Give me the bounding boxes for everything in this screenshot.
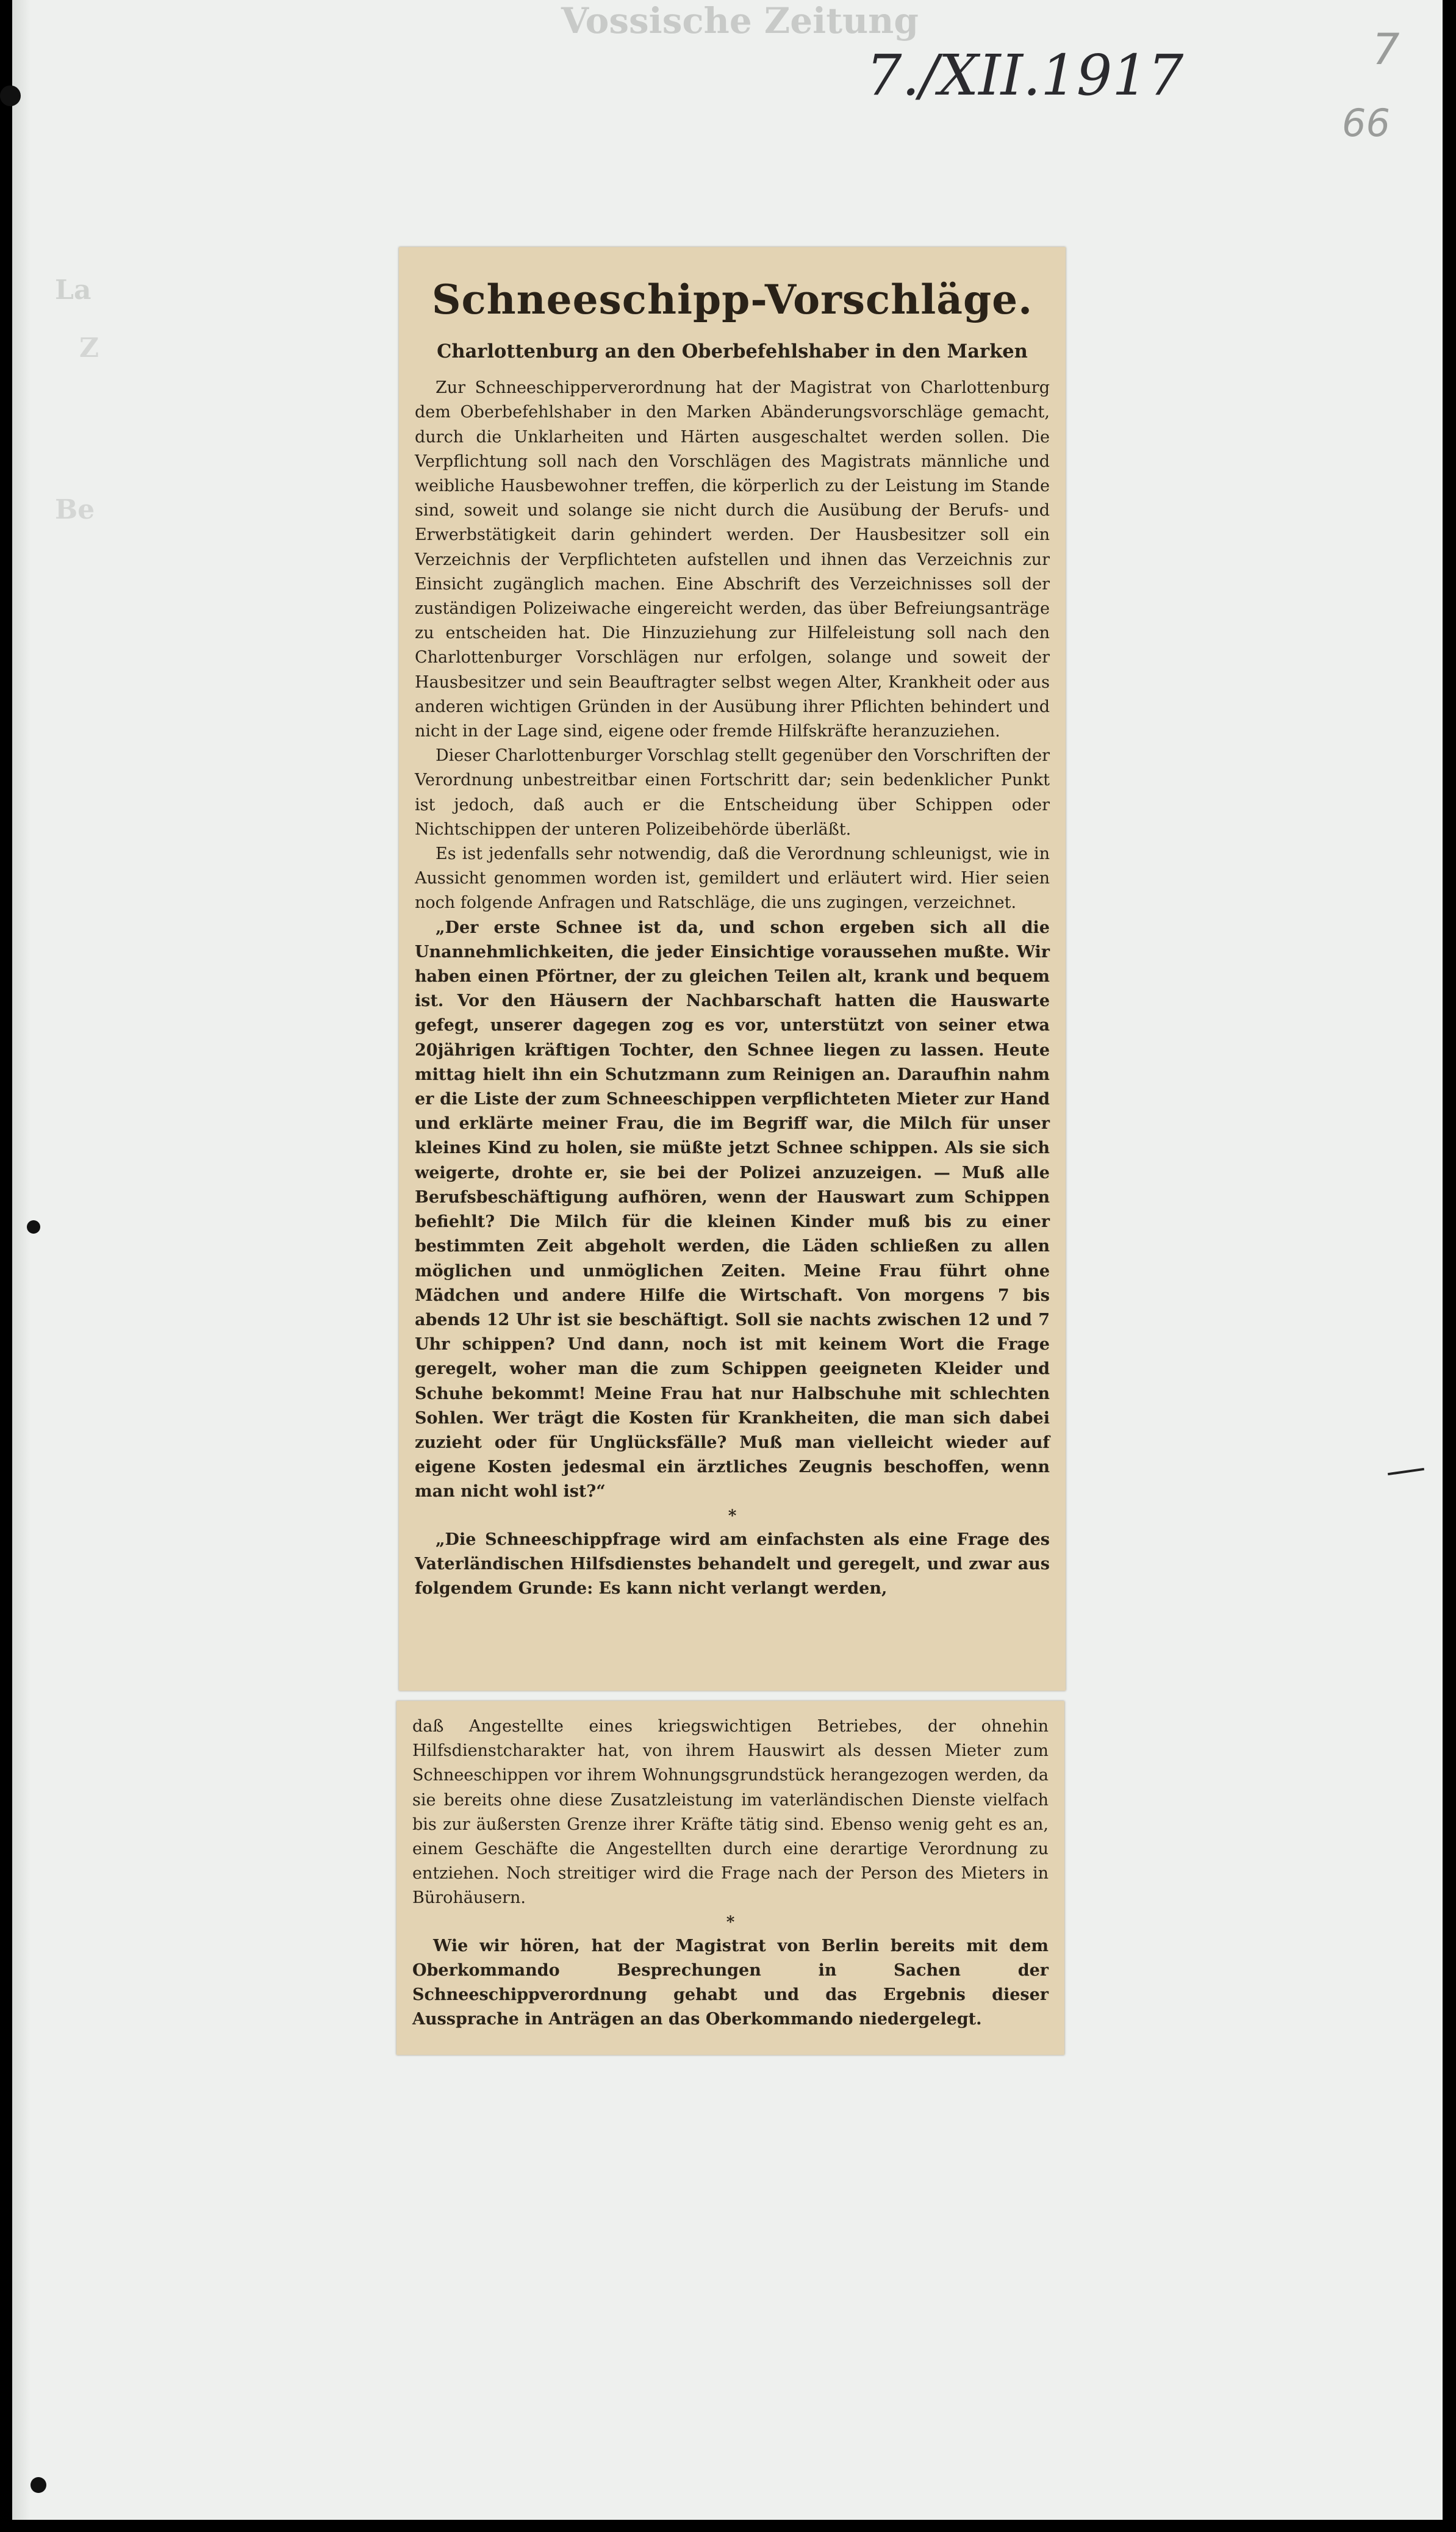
closing-paragraph-start: „Die Schneeschippfrage wird am einfachsten als eine Frage des Vaterländischen Hilfsdienstes behandelt und geregelt, und zwar aus folgendem Grunde: Es kann nicht verlangt werden, — [415, 1530, 1050, 1598]
article-subtitle: Charlottenburg an den Oberbefehlshaber in den Marken — [437, 340, 1028, 362]
page-fold-shadow — [12, 0, 30, 2520]
archive-sheet — [12, 0, 1443, 2520]
handwritten-date: 7./XII.1917 — [866, 43, 1184, 108]
reader-letter-quote: „Der erste Schnee ist da, und schon ergeben sich all die Unannehmlichkeiten, die jeder Einsichtige voraussehen mußte. Wir haben einen Pförtner, der zu gleichen Teilen alt, krank und bequem ist. Vor den Häusern der Nachbarschaft hatten die Hauswarte gefegt, unserer dagegen zog es vor, unterstützt von seiner etwa 20jährigen kräftigen Tochter, den Schnee liegen zu lassen. Heute mittag hielt ihn ein Schutzmann zum Reinigen an. Daraufhin nahm er die Liste der zum Schneeschippen verpflichteten Mieter zur Hand und erklärte meiner Frau, die im Begriff war, die Milch für unser kleines Kind zu holen, sie müßte jetzt Schnee schippen. Als sie sich weigerte, drohte er, sie bei der Polizei anzuzeigen. — Muß alle Berufsbeschäftigung aufhören, wenn der Hauswart zum Schippen befiehlt? Die Milch für die kleinen Kinder muß bis zu einer bestimmten Zeit abgeholt werden, die Läden schließen zu allen möglichen und unmöglichen Zeiten. Meine Frau führt ohne Mädchen und andere Hilfe die Wirtschaft. Von morgens 7 bis abends 12 Uhr ist sie beschäftigt. Soll sie nachts zwischen 12 und 7 Uhr schippen? Und dann, noch ist mit keinem Wort die Frage geregelt, woher man die zum Schippen geeigneten Kleider und Schuhe bekommt! Meine Frau hat nur Halbschuhe mit schlechten Sohlen. Wer trägt die Kosten für Krankheiten, die man sich dabei zuzieht oder für Unglücksfälle? Muß man vielleicht wieder auf eigene Kosten jedesmal ein ärztliches Zeugnis beschoffen, wenn man nicht wohl ist?“ — [415, 918, 1050, 1502]
final-paragraph: Wie wir hören, hat der Magistrat von Berlin bereits mit dem Oberkommando Besprechungen in Sachen der Schneeschippverordnung gehabt und das Ergebnis dieser Aussprache in Anträgen an das Oberkommando niedergelegt. — [412, 1936, 1049, 2029]
section-separator-2: * — [726, 1913, 735, 1932]
folio-number: 66 — [1342, 101, 1390, 145]
continuation-paragraph: daß Angestellte eines kriegswichtigen Betriebes, der ohnehin Hilfsdienstcharakter hat, von ihrem Hauswirt als dessen Mieter zum Schneeschippen vor ihrem Wohnungsgrundstück herangezogen werden, da sie bereits ohne diese Zusatzleistung im vaterländischen Dienste vielfach bis zur äußersten Grenze ihrer Kräfte tätig sind. Ebenso wenig geht es an, einem Geschäfte die Angestellten durch eine derartige Verordnung zu entziehen. Noch streitiger wird die Frage nach der Person des Mieters in Bürohäusern. — [412, 1717, 1049, 1908]
ghost-mark-3: Be — [55, 494, 95, 525]
newspaper-clipping-main — [399, 247, 1066, 1691]
punch-hole-top — [0, 85, 21, 106]
newspaper-stamp: Vossische Zeitung — [561, 0, 919, 41]
article-paragraph-1: Zur Schneeschipperverordnung hat der Magistrat von Charlottenburg dem Oberbefehlshaber in den Marken Abänderungsvorschläge gemacht, durch die Unklarheiten und Härten ausgeschaltet werden sollen. Die Verpflichtung soll nach den Vorschlägen des Magistrats männliche und weibliche Hausbewohner treffen, die körperlich zu der Leistung im Stande sind, soweit und solange sie nicht durch die Ausübung der Berufs- und Erwerbstätigkeit darin gehindert werden. Der Hausbesitzer soll ein Verzeichnis der Verpflichteten aufstellen und ihnen das Verzeichnis zur Einsicht zugänglich machen. Eine Abschrift des Verzeichnisses soll der zuständigen Polizeiwache eingereicht werden, das über Befreiungsanträge zu entscheiden hat. Die Hinzuziehung zur Hilfeleistung soll nach den Charlottenburger Vorschlägen nur erfolgen, solange und soweit der Hausbesitzer und sein Beauftragter selbst wegen Alter, Krankheit oder aus anderen wichtigen Gründen in der Ausübung ihrer Pflichten behindert und nicht in der Lage sind, eigene oder fremde Hilfskräfte heranzuziehen. — [415, 378, 1050, 741]
right-edge-tick — [1388, 1468, 1424, 1475]
article-paragraph-2: Dieser Charlottenburger Vorschlag stellt gegenüber den Vorschriften der Verordnung unbestreitbar einen Fortschritt dar; sein bedenklicher Punkt ist jedoch, daß auch er die Entscheidung über Schippen oder Nichtschippen der unteren Polizeibehörde überläßt. — [415, 746, 1050, 839]
punch-hole-middle — [27, 1220, 40, 1234]
ghost-mark-2: Z — [79, 333, 99, 364]
article-paragraph-3: Es ist jedenfalls sehr notwendig, daß die Verordnung schleunigst, wie in Aussicht genommen worden ist, gemildert und erläutert wird. Hier seien noch folgende Anfragen und Ratschläge, die uns zugingen, verzeichnet. — [415, 844, 1050, 913]
newspaper-clipping-continuation — [396, 1701, 1064, 2055]
corner-mark: 7 — [1372, 24, 1400, 74]
section-separator-1: * — [728, 1506, 737, 1525]
punch-hole-bottom — [30, 2477, 46, 2493]
ghost-mark-1: La — [55, 275, 91, 306]
article-title: Schneeschipp-Vorschläge. — [431, 276, 1033, 323]
